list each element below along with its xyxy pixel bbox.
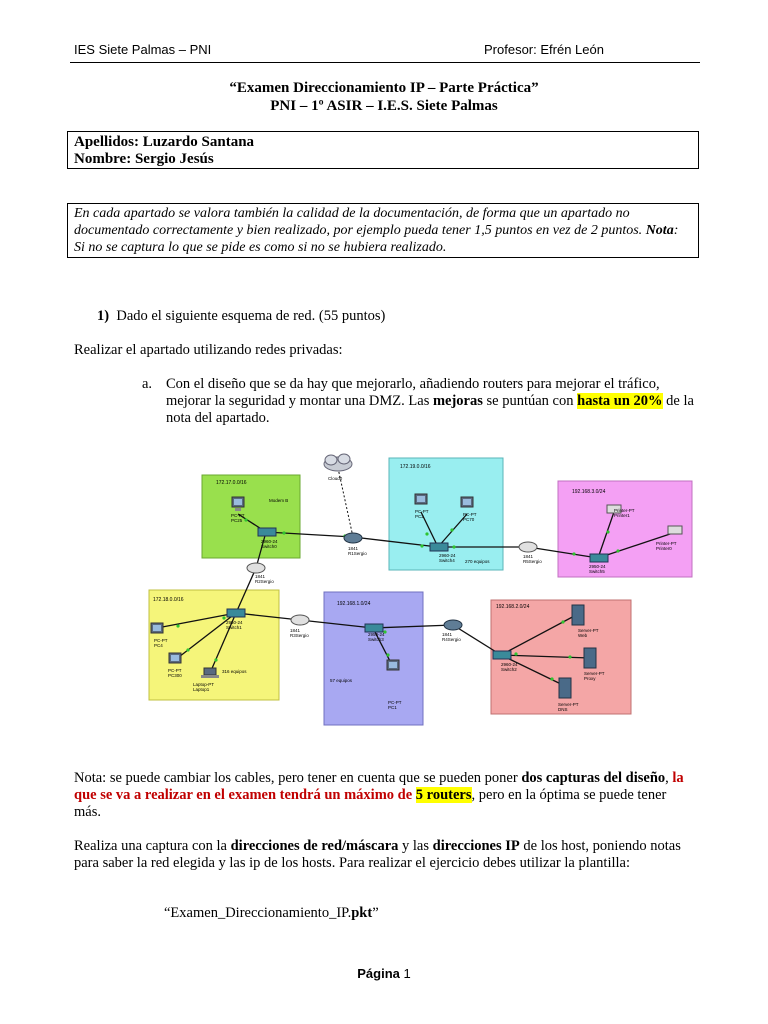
item-text-1: Con el diseño que se da hay que mejorarlo, añadiendo routers para mejorar el tráfico, mejorar la seguridad y montar una DMZ. Las — [166, 376, 660, 409]
laptop1-label: Laptop-PT Laptop1 — [193, 682, 215, 692]
zone-label-172-19: 172.19.0.0/16 — [400, 464, 431, 470]
pc-icon — [387, 660, 399, 670]
zone-label-172-17: 172.17.0.0/16 — [216, 480, 247, 486]
page-header — [74, 42, 694, 62]
server-icon — [572, 605, 584, 625]
router-icon — [344, 533, 362, 543]
switch-icon — [493, 651, 511, 659]
switch-icon — [258, 528, 276, 536]
item-text-2: se puntúan con — [482, 393, 578, 409]
r4-label: 1841 R4Sergio — [442, 632, 461, 642]
note-text-3: , pero en la óptima se puede tener más. — [74, 787, 667, 820]
capture-text-2: y las — [398, 838, 433, 854]
pc-icon — [169, 653, 181, 663]
page-number: 1 — [403, 966, 411, 981]
exam-subtitle: PNI – 1º ASIR – I.E.S. Siete Palmas — [270, 98, 498, 114]
note-text-2: , — [665, 770, 673, 786]
modem-label: Modem B — [269, 498, 289, 503]
pc-icon — [415, 494, 427, 504]
printer0-label: Printer-PT Printer0 — [656, 541, 677, 551]
pc70-label: PC-PT PC70 — [463, 512, 477, 522]
zone-label-192-168-2: 192.168.2.0/24 — [496, 604, 530, 610]
switch1-label: 2950-24 Switch1 — [226, 620, 243, 630]
web-label: Server-PT Web — [578, 628, 599, 638]
r3-label: 1841 R3Sergio — [290, 628, 309, 638]
filename-open: “Examen_Direccionamiento_IP. — [164, 905, 352, 921]
router-icon — [247, 563, 265, 573]
server-icon — [559, 678, 571, 698]
printer1-label: Printer-PT Printer1 — [614, 508, 635, 518]
cloud-icon — [324, 454, 352, 471]
dns-label: Server-PT DNS — [558, 702, 579, 712]
note-red: la que se va a realizar en el examen tendrá un máximo de — [74, 770, 684, 803]
proxy-label: Server-PT Proxy — [584, 671, 605, 681]
switch4-label: 2960-24 Switch4 — [439, 553, 456, 563]
switch-icon — [227, 609, 245, 617]
r1-label: 1841 R1Sergio — [348, 546, 367, 556]
item-a — [166, 376, 696, 427]
pc1-label: PC-PT PC1 — [388, 700, 402, 710]
exam-title: “Examen Direccionamiento IP – Parte Práctica” — [229, 80, 539, 96]
switch-icon — [590, 554, 608, 562]
router-icon — [444, 620, 462, 630]
notice-text: En cada apartado se valora también la calidad de la documentación, de forma que un apartado no documentado correctamente y bien realizado, por ejemplo pueda tener 1,5 puntos en vez de 2 puntos. — [74, 206, 643, 238]
zone-label-192-168-3: 192.168.3.0/24 — [572, 489, 606, 495]
header-left: IES Siete Palmas – PNI — [74, 42, 212, 57]
zone-label-192-168-1: 192.168.1.0/24 — [337, 601, 371, 607]
zone-172-17 — [202, 475, 300, 558]
eq316-label: 316 equipos — [222, 669, 247, 674]
network-diagram — [138, 450, 677, 730]
item-letter: a. — [142, 376, 153, 392]
router-icon — [291, 615, 309, 625]
switch-icon — [430, 543, 448, 551]
server-icon — [584, 648, 596, 668]
pc2-label: PC-PT PC2 — [415, 509, 429, 519]
eq270-label: 270 equipos — [465, 559, 490, 564]
student-name: Nombre: Sergio Jesús — [74, 151, 214, 167]
student-box — [67, 131, 699, 169]
page-footer — [0, 966, 768, 981]
header-right: Profesor: Efrén León — [484, 42, 604, 57]
pc4-label: PC-PT PC4 — [154, 638, 168, 648]
cloud-label: Cloud0 — [328, 476, 343, 481]
capture-text-1: Realiza una captura con la — [74, 838, 231, 854]
question-1 — [97, 308, 385, 325]
notice-box — [67, 203, 699, 258]
notice-note-label: Nota — [645, 223, 674, 238]
laptop-icon — [201, 668, 219, 678]
item-text-3: de la nota del apartado. — [166, 393, 694, 426]
pc25-label: PC-PT PC25 — [231, 513, 245, 523]
zone-label-172-18: 172.18.0.0/16 — [153, 597, 184, 603]
switch3-label: 2950-24 Switch3 — [368, 632, 385, 642]
item-highlight: hasta un 20% — [577, 393, 663, 409]
pc-icon — [461, 497, 473, 507]
pc-icon — [151, 623, 163, 633]
footer-label: Página — [357, 966, 400, 981]
capture-bold-1: direcciones de red/máscara — [230, 838, 399, 854]
capture-paragraph — [74, 838, 696, 872]
question-text: Dado el siguiente esquema de red. (55 puntos) — [116, 308, 386, 324]
printer-icon — [668, 526, 682, 534]
note-highlight: 5 routers — [415, 787, 472, 803]
template-filename — [164, 905, 379, 922]
note-paragraph — [74, 770, 696, 821]
switch5-label: 2950-24 Switch5 — [589, 564, 606, 574]
zone-192-168-1 — [324, 592, 423, 725]
filename-ext: pkt — [351, 905, 373, 921]
switch-icon — [365, 624, 383, 632]
note-text-1: Nota: se puede cambiar los cables, pero tener en cuenta que se pueden poner — [74, 770, 522, 786]
note-bold-1: dos capturas del diseño — [521, 770, 666, 786]
capture-text-3: de los host, poniendo notas para saber la red elegida y las ip de los hosts. Para realizar el ejercicio debes utilizar la plantilla: — [74, 838, 681, 871]
header-divider — [70, 62, 700, 63]
switch2-label: 2960-24 Switch2 — [501, 662, 518, 672]
r5-label: 1841 R5Sergio — [523, 554, 542, 564]
r2-label: 1841 R2Sergio — [255, 574, 274, 584]
student-surname: Apellidos: Luzardo Santana — [74, 134, 255, 150]
filename-close: ” — [372, 905, 379, 921]
switch0-label: 2960-24 Switch0 — [261, 539, 278, 549]
question-intro: Realizar el apartado utilizando redes privadas: — [74, 342, 343, 358]
router-icon — [519, 542, 537, 552]
pc300-label: PC-PT PC300 — [168, 668, 182, 678]
item-bold: mejoras — [432, 393, 483, 409]
question-number: 1) — [97, 308, 110, 324]
eq57-label: 57 equipos — [330, 678, 353, 683]
capture-bold-2: direcciones IP — [432, 838, 520, 854]
notice-note-text: : Si no se captura lo que se pide es como si no se hubiera realizado. — [74, 223, 679, 255]
